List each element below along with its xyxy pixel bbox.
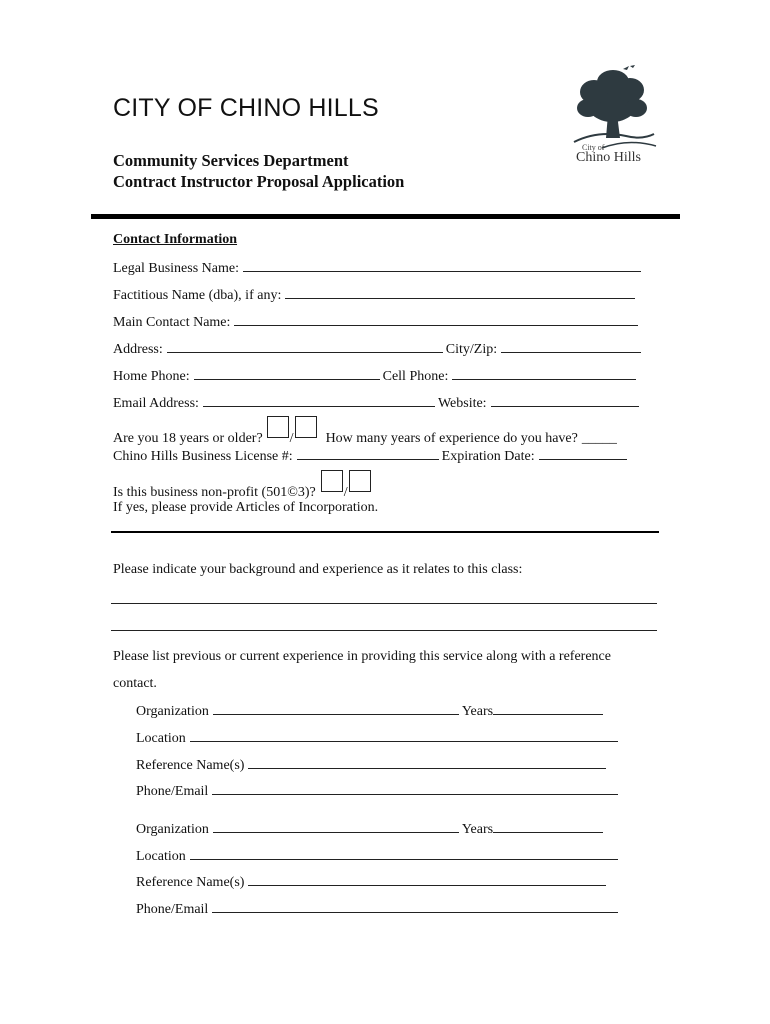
website-field[interactable] xyxy=(491,394,639,407)
department-name: Community Services Department xyxy=(113,151,349,170)
phone-email-field[interactable] xyxy=(212,900,618,913)
phone-email-row xyxy=(136,782,621,800)
reference-field[interactable] xyxy=(248,756,606,769)
nonprofit-slash: / xyxy=(343,485,348,500)
years-field[interactable] xyxy=(493,820,603,833)
organization-label: Organization xyxy=(136,704,209,719)
age-slash: / xyxy=(289,431,294,446)
section-heading-contact: Contact Information xyxy=(113,232,238,247)
years-question: How many years of experience do you have? xyxy=(325,431,578,446)
license-label: Chino Hills Business License #: xyxy=(113,449,293,464)
expiration-label: Expiration Date: xyxy=(441,449,535,464)
legal-business-name-label: Legal Business Name: xyxy=(113,261,239,276)
nonprofit-row xyxy=(113,474,372,501)
nonprofit-question: Is this business non-profit (501©3)? xyxy=(113,485,316,500)
dba-row xyxy=(113,286,638,304)
age-no-checkbox[interactable] xyxy=(295,416,317,438)
cell-phone-label: Cell Phone: xyxy=(382,369,449,384)
page-title: CITY OF CHINO HILLS xyxy=(113,94,379,122)
main-contact-row xyxy=(113,313,641,331)
years-label: Years xyxy=(461,704,494,719)
location-label: Location xyxy=(136,849,186,864)
location-row xyxy=(136,847,621,865)
reference-row xyxy=(136,873,609,891)
header-divider xyxy=(91,214,680,219)
phone-email-field[interactable] xyxy=(212,782,618,795)
age-yes-checkbox[interactable] xyxy=(267,416,289,438)
organization-label: Organization xyxy=(136,822,209,837)
address-label: Address: xyxy=(113,342,163,357)
location-field[interactable] xyxy=(190,729,618,742)
experience-prompt-line2: contact. xyxy=(113,676,157,691)
home-phone-label: Home Phone: xyxy=(113,369,190,384)
background-answer-line-2[interactable] xyxy=(111,630,657,631)
city-zip-field[interactable] xyxy=(501,340,641,353)
experience-prompt-line1: Please list previous or current experience in providing this service along with a reference xyxy=(113,649,611,664)
background-prompt: Please indicate your background and experience as it relates to this class: xyxy=(113,562,523,577)
legal-business-name-field[interactable] xyxy=(243,259,641,272)
address-field[interactable] xyxy=(167,340,443,353)
email-label: Email Address: xyxy=(113,396,199,411)
cell-phone-field[interactable] xyxy=(452,367,636,380)
license-row xyxy=(113,447,630,465)
age-row xyxy=(113,420,617,447)
phone-email-row xyxy=(136,900,621,918)
organization-row xyxy=(136,702,606,720)
expiration-field[interactable] xyxy=(539,447,627,460)
years-field[interactable] xyxy=(493,702,603,715)
section-divider xyxy=(111,531,659,533)
phone-row xyxy=(113,367,639,385)
dba-label: Factitious Name (dba), if any: xyxy=(113,288,282,303)
organization-row xyxy=(136,820,606,838)
reference-row xyxy=(136,756,609,774)
email-row xyxy=(113,394,642,412)
form-title: Contract Instructor Proposal Application xyxy=(113,172,405,191)
nonprofit-yes-checkbox[interactable] xyxy=(321,470,343,492)
reference-label: Reference Name(s) xyxy=(136,758,245,773)
location-field[interactable] xyxy=(190,847,618,860)
years-field[interactable]: _____ xyxy=(581,431,617,446)
reference-field[interactable] xyxy=(248,873,606,886)
organization-field[interactable] xyxy=(213,702,459,715)
logo-city-of: City of xyxy=(582,143,605,152)
age-question: Are you 18 years or older? xyxy=(113,431,263,446)
location-label: Location xyxy=(136,731,186,746)
website-label: Website: xyxy=(437,396,487,411)
location-row xyxy=(136,729,621,747)
dba-field[interactable] xyxy=(285,286,635,299)
legal-business-name-row xyxy=(113,259,644,277)
organization-field[interactable] xyxy=(213,820,459,833)
years-label: Years xyxy=(461,822,494,837)
reference-label: Reference Name(s) xyxy=(136,875,245,890)
phone-email-label: Phone/Email xyxy=(136,784,209,799)
phone-email-label: Phone/Email xyxy=(136,902,209,917)
address-row xyxy=(113,340,644,358)
city-zip-label: City/Zip: xyxy=(445,342,498,357)
nonprofit-no-checkbox[interactable] xyxy=(349,470,371,492)
articles-note: If yes, please provide Articles of Incorporation. xyxy=(113,500,379,515)
background-answer-line-1[interactable] xyxy=(111,603,657,604)
home-phone-field[interactable] xyxy=(194,367,380,380)
logo-chino-hills: Chino Hills xyxy=(576,150,641,165)
main-contact-label: Main Contact Name: xyxy=(113,315,231,330)
license-field[interactable] xyxy=(297,447,439,460)
main-contact-field[interactable] xyxy=(234,313,638,326)
email-field[interactable] xyxy=(203,394,435,407)
